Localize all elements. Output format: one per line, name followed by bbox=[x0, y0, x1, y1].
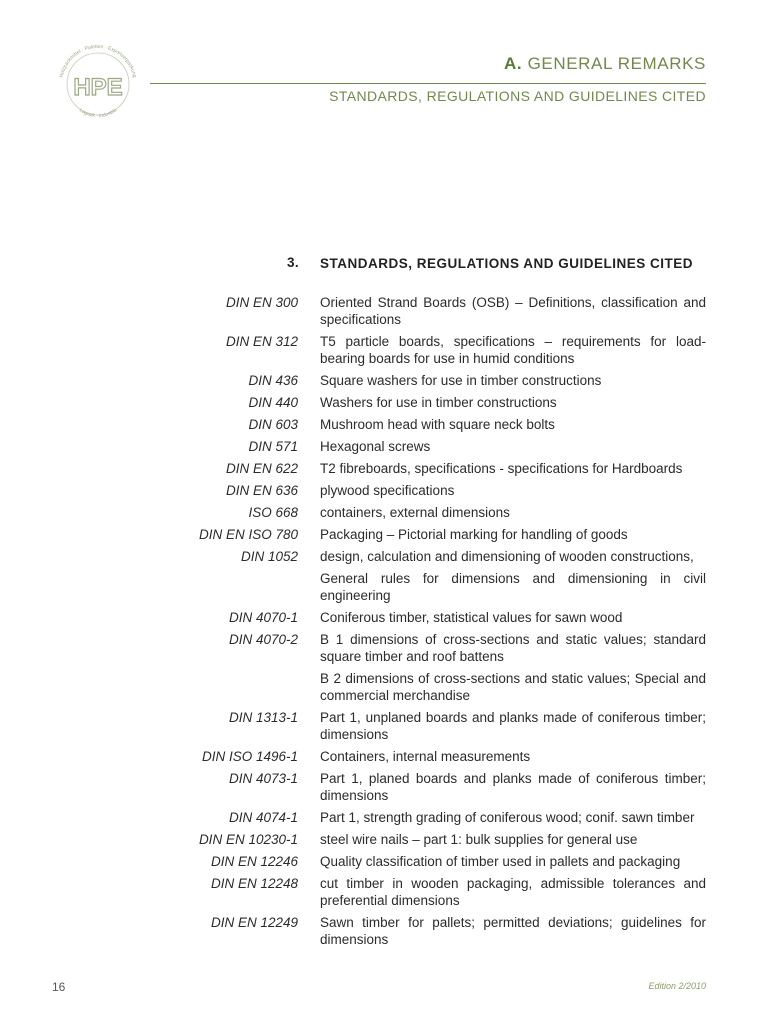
reference-code: DIN EN 622 bbox=[225, 461, 298, 476]
reference-row bbox=[180, 504, 706, 521]
reference-row bbox=[180, 416, 706, 433]
reference-description: Washers for use in timber constructions bbox=[320, 395, 557, 410]
reference-code: DIN 4074-1 bbox=[228, 810, 298, 825]
reference-description: Square washers for use in timber constructions bbox=[320, 373, 602, 388]
reference-description: Part 1, planed boards and planks made of coniferous timber; dimensions bbox=[320, 771, 706, 803]
hpe-logo bbox=[52, 42, 144, 122]
reference-description: T2 fibreboards, specifications - specifications for Hardboards bbox=[320, 461, 683, 476]
reference-code: DIN 1313-1 bbox=[228, 710, 298, 725]
reference-row bbox=[180, 372, 706, 389]
reference-code: DIN 571 bbox=[248, 439, 298, 454]
reference-row bbox=[180, 333, 706, 367]
reference-row bbox=[180, 831, 706, 848]
reference-description: B 1 dimensions of cross-sections and static values; standard square timber and roof battens bbox=[320, 632, 706, 664]
reference-code: DIN EN 10230-1 bbox=[198, 832, 298, 847]
reference-row bbox=[180, 460, 706, 477]
reference-code: DIN EN 312 bbox=[225, 334, 298, 349]
section-title bbox=[504, 54, 706, 74]
reference-description: Coniferous timber, statistical values for sawn wood bbox=[320, 610, 623, 625]
reference-code: DIN EN ISO 780 bbox=[198, 527, 298, 542]
edition-label: Edition 2/2010 bbox=[648, 981, 706, 991]
reference-description: plywood specifications bbox=[320, 483, 455, 498]
section-title-text: GENERAL REMARKS bbox=[527, 54, 706, 73]
reference-row bbox=[180, 438, 706, 455]
reference-row bbox=[180, 709, 706, 743]
reference-row bbox=[180, 394, 706, 411]
reference-code: DIN EN 636 bbox=[225, 483, 298, 498]
reference-row bbox=[180, 294, 706, 328]
reference-row bbox=[180, 875, 706, 909]
logo-text: HPE bbox=[73, 74, 123, 101]
reference-row bbox=[180, 670, 706, 704]
reference-row bbox=[180, 609, 706, 626]
reference-code bbox=[180, 670, 298, 704]
reference-description: Part 1, strength grading of coniferous wood; conif. sawn timber bbox=[320, 810, 695, 825]
reference-description: Part 1, unplaned boards and planks made of coniferous timber; dimensions bbox=[320, 710, 706, 742]
reference-row bbox=[180, 631, 706, 665]
reference-row bbox=[180, 770, 706, 804]
reference-description: B 2 dimensions of cross-sections and static values; Special and commercial merchandise bbox=[320, 671, 706, 703]
reference-code: DIN 4073-1 bbox=[228, 771, 298, 786]
reference-description: Hexagonal screws bbox=[320, 439, 431, 454]
page-number: 16 bbox=[52, 980, 66, 994]
reference-description: Sawn timber for pallets; permitted deviations; guidelines for dimensions bbox=[320, 915, 706, 947]
reference-description: T5 particle boards, specifications – requirements for load-bearing boards for use in humid conditions bbox=[320, 334, 706, 366]
reference-code: DIN EN 300 bbox=[225, 295, 298, 310]
reference-code: DIN 603 bbox=[248, 417, 298, 432]
reference-description: General rules for dimensions and dimensioning in civil engineering bbox=[320, 571, 706, 603]
reference-code: DIN 1052 bbox=[240, 549, 298, 564]
reference-row bbox=[180, 809, 706, 826]
reference-row bbox=[180, 748, 706, 765]
reference-description: Quality classification of timber used in pallets and packaging bbox=[320, 854, 681, 869]
reference-row bbox=[180, 914, 706, 948]
reference-description: Oriented Strand Boards (OSB) – Definitions, classification and specifications bbox=[320, 295, 706, 327]
header-divider bbox=[150, 83, 706, 84]
reference-code: DIN EN 12249 bbox=[210, 915, 298, 930]
reference-code: DIN EN 12246 bbox=[210, 854, 298, 869]
heading-title: STANDARDS, REGULATIONS AND GUIDELINES CITED bbox=[320, 256, 694, 271]
reference-code: DIN 440 bbox=[248, 395, 298, 410]
reference-description: containers, external dimensions bbox=[320, 505, 510, 520]
logo-ring-top: Holzpackmittel · Paletten · Exportverpackung bbox=[58, 43, 138, 79]
section-letter: A. bbox=[504, 54, 523, 73]
svg-text:Logistik · Industrie bbox=[78, 107, 118, 119]
reference-row bbox=[180, 482, 706, 499]
heading-number: 3. bbox=[287, 255, 300, 270]
reference-code: DIN ISO 1496-1 bbox=[201, 749, 298, 764]
reference-row bbox=[180, 526, 706, 543]
reference-code: DIN 436 bbox=[248, 373, 298, 388]
reference-code bbox=[180, 570, 298, 604]
reference-code: DIN 4070-2 bbox=[228, 632, 298, 647]
reference-row bbox=[180, 548, 706, 565]
reference-code: DIN EN 12248 bbox=[210, 876, 298, 891]
reference-row bbox=[180, 853, 706, 870]
logo-ring-bottom: Logistik · Industrie bbox=[77, 107, 119, 120]
reference-description: steel wire nails – part 1: bulk supplies for general use bbox=[320, 832, 638, 847]
reference-code: ISO 668 bbox=[248, 505, 298, 520]
references-list bbox=[180, 294, 706, 953]
section-subtitle: STANDARDS, REGULATIONS AND GUIDELINES CITED bbox=[329, 88, 706, 104]
reference-code: DIN 4070-1 bbox=[228, 610, 298, 625]
reference-description: Packaging – Pictorial marking for handling of goods bbox=[320, 527, 628, 542]
reference-row bbox=[180, 570, 706, 604]
reference-description: Containers, internal measurements bbox=[320, 749, 531, 764]
reference-description: design, calculation and dimensioning of wooden constructions, bbox=[320, 549, 694, 564]
reference-description: cut timber in wooden packaging, admissible tolerances and preferential dimensions bbox=[320, 876, 706, 908]
reference-description: Mushroom head with square neck bolts bbox=[320, 417, 555, 432]
